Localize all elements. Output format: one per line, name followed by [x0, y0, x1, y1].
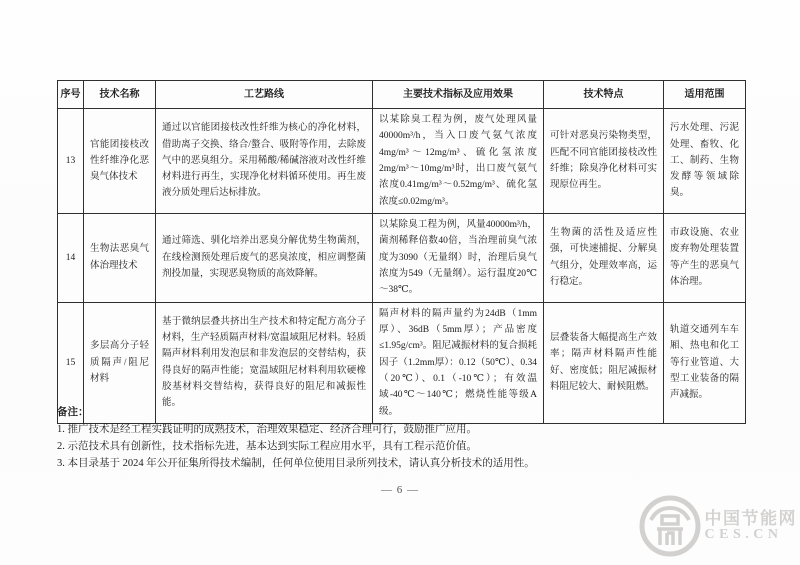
row13-scope: 污水处理、污泥处理、畜牧、化工、制药、生物发酵等领域除臭。	[664, 109, 746, 214]
ces-watermark	[637, 493, 798, 559]
note-item-2: 2. 示范技术具有创新性，技术指标先进，基本达到实际工程应用水平，具有工程示范价值。	[57, 441, 477, 452]
row13-no: 13	[58, 109, 84, 214]
row13-name: 官能团接枝改性纤维净化恶臭气体技术	[84, 109, 156, 214]
row15-process: 基于微纳层叠共挤出生产技术和特定配方高分子材料，生产轻质隔声材料/宽温域阻尼材料。轻质隔声材料利用发泡层和非发泡层的交替结构，获得良好的隔声性能；宽温域阻尼材料利用软硬橡胶基材料交替结构，获得良好的阻尼和减振性能。	[156, 302, 373, 423]
page-number: — 6 —	[381, 484, 419, 496]
table-row	[58, 214, 746, 303]
row13-features: 可针对恶臭污染物类型，匹配不同官能团接枝改性纤维；除臭净化材料可实现原位再生。	[544, 109, 664, 214]
row14-indicators: 以某除臭工程为例，风量40000m³/h，菌剂稀释倍数40倍，当治理前臭气浓度为3090（无量纲）时，治理后臭气浓度为549（无量纲）。运行温度20℃～38℃。	[373, 214, 544, 303]
row13-process: 通过以官能团接枝改性纤维为核心的净化材料，借助离子交换、络合/螯合、吸附等作用，去除废气中的恶臭组分。采用稀酸/稀碱溶液对改性纤维材料进行再生，实现净化材料循环使用。再生废液分质处理后达标排放。	[156, 109, 373, 214]
row14-name: 生物法恶臭气体治理技术	[84, 214, 156, 303]
row15-no: 15	[58, 302, 84, 423]
table-header-row	[58, 81, 746, 109]
ces-logo-icon	[637, 493, 703, 559]
note-item-1: 1. 推广技术是经工程实践证明的成熟技术，治理效果稳定、经济合理可行，鼓励推广应用。	[57, 424, 477, 435]
notes-title: 备注：	[57, 407, 89, 418]
col-header-features: 技术特点	[544, 81, 664, 109]
col-header-indicators: 主要技术指标及应用效果	[373, 81, 544, 109]
row15-name: 多层高分子轻质隔声/阻尼材料	[84, 302, 156, 423]
row15-features: 层叠装备大幅提高生产效率；隔声材料隔声性能好、密度低；阻尼减振材料阻尼较大、耐候阻燃。	[544, 302, 664, 423]
watermark-site-name: 中国节能网	[704, 508, 797, 528]
row14-no: 14	[58, 214, 84, 303]
watermark-text	[705, 510, 798, 543]
col-header-process: 工艺路线	[156, 81, 373, 109]
col-header-scope: 适用范围	[664, 81, 746, 109]
row15-scope: 轨道交通列车车厢、热电和化工等行业管道、大型工业装备的隔声减振。	[664, 302, 746, 423]
row15-indicators: 隔声材料的隔声量约为24dB（1mm厚）、36dB（5mm厚）；产品密度≤1.95g/cm³。阻尼减振材料的复合损耗因子（1.2mm厚）：0.12（50℃）、0.34（20℃）、0.1（-10℃）；有效温域-40℃～140℃；燃烧性能等级A级。	[373, 302, 544, 423]
row14-process: 通过筛选、驯化培养出恶臭分解优势生物菌剂，在线检测预处理后废气的恶臭浓度，相应调整菌剂投加量，实现恶臭物质的高效降解。	[156, 214, 373, 303]
row13-indicators: 以某除臭工程为例，废气处理风量40000m³/h，当入口废气氨气浓度4mg/m³～12mg/m³、硫化氢浓度2mg/m³～10mg/m³时，出口废气氨气浓度0.41mg/m³～0.52mg/m³、硫化氢浓度≤0.02mg/m³。	[373, 109, 544, 214]
watermark-site-url: CES.CN	[704, 526, 783, 542]
col-header-name: 技术名称	[84, 81, 156, 109]
technology-catalog-table	[57, 80, 746, 424]
row14-features: 生物菌的活性及适应性强，可快速捕捉、分解臭气组分，处理效率高，运行稳定。	[544, 214, 664, 303]
table-row	[58, 109, 746, 214]
row14-scope: 市政设施、农业废弃物处理装置等产生的恶臭气体治理。	[664, 214, 746, 303]
notes-section	[57, 404, 747, 472]
note-item-3: 3. 本目录基于 2024 年公开征集所得技术编制，任何单位使用目录所列技术，请认真分析技术的适用性。	[57, 458, 535, 469]
col-header-no: 序号	[58, 81, 84, 109]
